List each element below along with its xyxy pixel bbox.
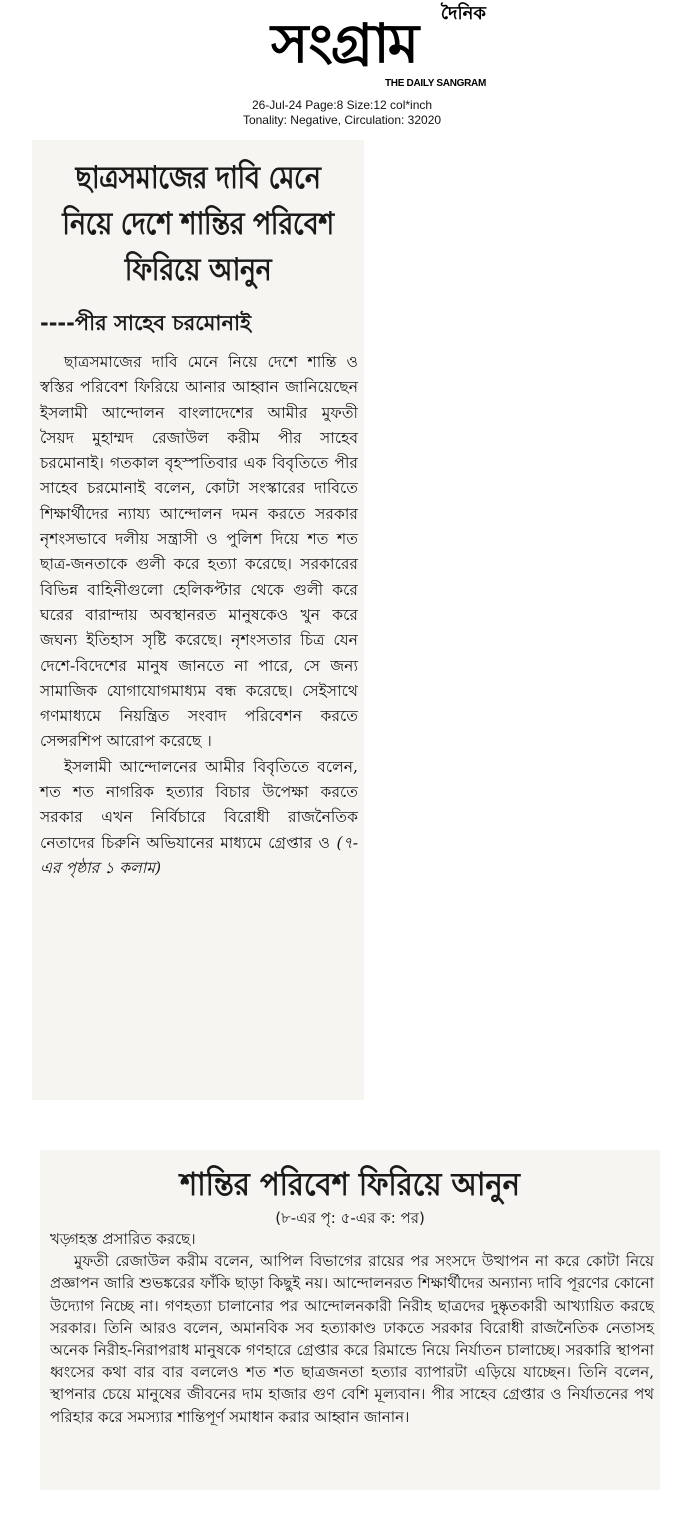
- clipping-meta-date: 26-Jul-24 Page:8 Size:12 col*inch: [251, 98, 433, 112]
- article-body: [40, 350, 358, 881]
- clipping-meta-tonality: Tonality: Negative, Circulation: 32020: [242, 113, 442, 127]
- article-paragraph-2: [40, 755, 358, 881]
- continuation-source-ref: (৮-এর পৃ: ৫-এর ক: পর): [275, 1209, 425, 1227]
- continuation-line-1: খড়্গহস্ত প্রসারিত করছে।: [50, 1230, 196, 1248]
- newspaper-logo: সংগ্রাম: [271, 12, 417, 75]
- continuation-title: শান্তির পরিবেশ ফিরিয়ে আনুন: [180, 1165, 520, 1203]
- article-paragraph-1: ছাত্রসমাজের দাবি মেনে নিয়ে দেশে শান্তি ও স্বস্তির পরিবেশ ফিরিয়ে আনার আহ্বান জানিয়েছেন ইসলামী আন্দোলন বাংলাদেশের আমীর মুফতী সৈয়দ মুহাম্মদ রেজাউল করীম পীর সাহেব চরমোনাই। গতকাল বৃহস্পতিবার এক বিবৃতিতে পীর সাহেব চরমোনাই বলেন, কোটা সংস্কারের দাবিতে শিক্ষার্থীদের ন্যায্য আন্দোলন দমন করতে সরকার নৃশংসভাবে দলীয় সন্ত্রাসী ও পুলিশ দিয়ে শত শত ছাত্র-জনতাকে গুলী করে হত্যা করেছে। সরকারের বিভিন্ন বাহিনীগুলো হেলিকপ্টার থেকে গুলী করে ঘরের বারান্দায় অবস্থানরত মানুষকেও খুন করে জঘন্য ইতিহাস সৃষ্টি করেছে। নৃশংসতার চিত্র যেন দেশে-বিদেশের মানুষ জানতে না পারে, সে জন্য সামাজিক যোগাযোগমাধ্যম বন্ধ করেছে। সেইসাথে গণমাধ্যমে নিয়ন্ত্রিত সংবাদ পরিবেশন করতে সেন্সরশিপ আরোপ করেছে ।: [40, 353, 358, 751]
- newspaper-subtitle: THE DAILY SANGRAM: [384, 78, 486, 89]
- continuation-reference: (৭-এর পৃষ্ঠার ১ কলাম): [40, 833, 358, 877]
- continuation-clipping: [40, 1150, 660, 1490]
- headline-line-3: ফিরিয়ে আনুন: [124, 252, 272, 289]
- article-byline: ----পীর সাহেব চরমোনাই: [40, 311, 252, 335]
- article-clipping: [32, 140, 364, 1100]
- masthead-dainik: দৈনিক: [440, 3, 486, 24]
- continuation-body: [50, 1228, 654, 1428]
- newspaper-masthead: [0, 0, 684, 130]
- article-paragraph-2-text: ইসলামী আন্দোলনের আমীর বিবৃতিতে বলেন, শত শত নাগরিক হত্যার বিচার উপেক্ষা করতে সরকার এখন নির্বিচারে বিরোধী রাজনৈতিক নেতাদের চিরুনি অভিযানের মাধ্যমে গ্রেপ্তার ও: [40, 757, 358, 852]
- headline-line-1: ছাত্রসমাজের দাবি মেনে: [75, 160, 321, 197]
- continuation-paragraph: মুফতী রেজাউল করীম বলেন, আপিল বিভাগের রায়ের পর সংসদে উত্থাপন না করে কোটা নিয়ে প্রজ্ঞাপন জারি শুভঙ্করের ফাঁকি ছাড়া কিছুই নয়। আন্দোলনরত শিক্ষার্থীদের অন্যান্য দাবি পূরণের কোনো উদ্যোগ নিচ্ছে না। গণহত্যা চালানোর পর আন্দোলনকারী নিরীহ ছাত্রদের দুষ্কৃতকারী আখ্যায়িত করছে সরকার। তিনি আরও বলেন, অমানবিক সব হত্যাকাণ্ড ঢাকতে সরকার বিরোধী রাজনৈতিক নেতাসহ অনেক নিরীহ-নিরাপরাধ মানুষকে গণহারে গ্রেপ্তার করে রিমান্ডে নিয়ে নির্যাতন চালাচ্ছে। সরকারি স্থাপনা ধ্বংসের কথা বার বার বললেও শত শত ছাত্রজনতা হত্যার ব্যাপারটা এড়িয়ে যাচ্ছেন। তিনি বলেন, স্থাপনার চেয়ে মানুষের জীবনের দাম হাজার গুণ বেশি মূল্যবান। পীর সাহেব গ্রেপ্তার ও নির্যাতনের পথ পরিহার করে সমস্যার শান্তিপূর্ণ সমাধান করার আহ্বান জানান।: [50, 1252, 654, 1426]
- headline-line-2: নিয়ে দেশে শান্তির পরিবেশ: [62, 206, 334, 243]
